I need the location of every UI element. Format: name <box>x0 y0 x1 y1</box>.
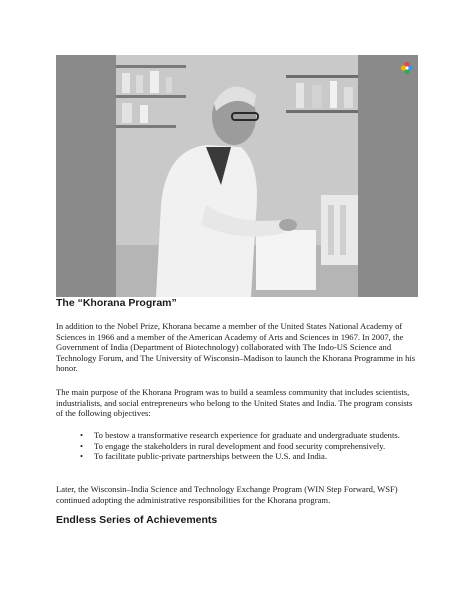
pinwheel-logo-icon <box>400 61 414 75</box>
bullet-icon: • <box>80 440 84 451</box>
list-item <box>56 441 418 452</box>
bullet-icon: • <box>80 451 84 462</box>
paragraph-win-step-forward: Later, the Wisconsin–India Science and Technology Exchange Program (WIN Step Forward, WSF) continued adopting the administrative responsibilities for the Khorana program. <box>56 484 398 505</box>
paragraph-nobel-membership: In addition to the Nobel Prize, Khorana became a member of the United States National Academy of Sciences in 1966 and a member of the American Academy of Arts and Sciences in 1967. In 2007, the Government of India (Department of Biotechnology) collaborated with The Indo-US Science and Technology Forum, and The University of Wisconsin–Madison to launch the Khorana Programme in his honor. <box>56 321 416 374</box>
objective-text: To engage the stakeholders in rural development and food security comprehensively. <box>94 440 386 451</box>
list-item <box>56 430 418 441</box>
lab-scene-illustration <box>56 55 418 297</box>
scientist-photo <box>56 55 418 297</box>
list-item <box>56 451 418 462</box>
objectives-list <box>56 430 418 462</box>
section-heading-achievements: Endless Series of Achievements <box>56 514 218 526</box>
bullet-icon: • <box>80 430 84 440</box>
objective-text: To facilitate public-private partnerships between the U.S. and India. <box>94 451 328 462</box>
paragraph-program-purpose: The main purpose of the Khorana Program was to build a seamless community that includes scientists, industrialists, and social entrepreneurs who belong to the United States and India. The program consists of the following objectives: <box>56 387 413 419</box>
objective-text: To bestow a transformative research experience for graduate and undergraduate students. <box>94 430 400 440</box>
section-heading-khorana-program: The “Khorana Program” <box>56 297 177 309</box>
